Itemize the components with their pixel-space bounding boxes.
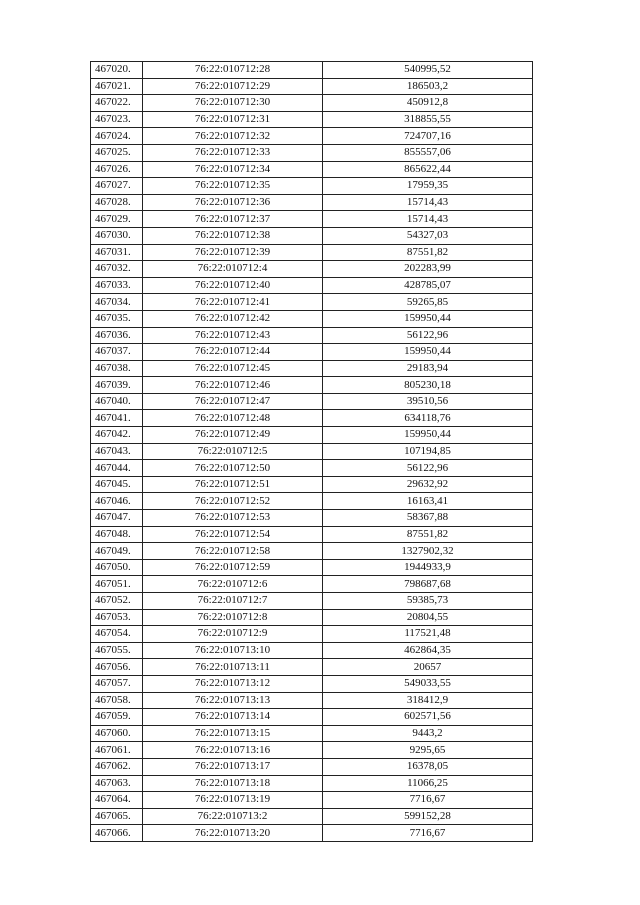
cadastral-number-cell: 76:22:010712:29 <box>143 78 323 95</box>
row-number-cell: 467022. <box>91 95 143 112</box>
row-number-cell: 467026. <box>91 161 143 178</box>
value-cell: 56122,96 <box>323 327 533 344</box>
table-row <box>91 261 533 278</box>
cadastral-number-cell: 76:22:010712:41 <box>143 294 323 311</box>
cadastral-number-cell: 76:22:010712:49 <box>143 427 323 444</box>
table-row <box>91 194 533 211</box>
value-cell: 59385,73 <box>323 593 533 610</box>
table-row <box>91 393 533 410</box>
row-number-cell: 467036. <box>91 327 143 344</box>
value-cell: 318412,9 <box>323 692 533 709</box>
cadastral-number-cell: 76:22:010713:13 <box>143 692 323 709</box>
table-row <box>91 476 533 493</box>
table-row <box>91 792 533 809</box>
value-cell: 20657 <box>323 659 533 676</box>
table-row <box>91 642 533 659</box>
cadastral-number-cell: 76:22:010712:28 <box>143 62 323 79</box>
value-cell: 9443,2 <box>323 725 533 742</box>
table-row <box>91 526 533 543</box>
table-row <box>91 758 533 775</box>
row-number-cell: 467051. <box>91 576 143 593</box>
value-cell: 29183,94 <box>323 360 533 377</box>
value-cell: 9295,65 <box>323 742 533 759</box>
row-number-cell: 467042. <box>91 427 143 444</box>
cadastral-number-cell: 76:22:010712:43 <box>143 327 323 344</box>
cadastral-number-cell: 76:22:010712:6 <box>143 576 323 593</box>
row-number-cell: 467050. <box>91 559 143 576</box>
cadastral-number-cell: 76:22:010713:15 <box>143 725 323 742</box>
cadastral-number-cell: 76:22:010712:31 <box>143 111 323 128</box>
table-row <box>91 775 533 792</box>
row-number-cell: 467020. <box>91 62 143 79</box>
cadastral-number-cell: 76:22:010712:39 <box>143 244 323 261</box>
cadastral-number-cell: 76:22:010712:35 <box>143 178 323 195</box>
table-row <box>91 360 533 377</box>
cadastral-number-cell: 76:22:010712:53 <box>143 510 323 527</box>
row-number-cell: 467044. <box>91 460 143 477</box>
row-number-cell: 467062. <box>91 758 143 775</box>
table-row <box>91 327 533 344</box>
value-cell: 805230,18 <box>323 377 533 394</box>
cadastral-number-cell: 76:22:010712:59 <box>143 559 323 576</box>
row-number-cell: 467027. <box>91 178 143 195</box>
value-cell: 58367,88 <box>323 510 533 527</box>
row-number-cell: 467028. <box>91 194 143 211</box>
row-number-cell: 467039. <box>91 377 143 394</box>
value-cell: 11066,25 <box>323 775 533 792</box>
table-row <box>91 808 533 825</box>
table-row <box>91 510 533 527</box>
cadastral-number-cell: 76:22:010712:58 <box>143 543 323 560</box>
value-cell: 318855,55 <box>323 111 533 128</box>
cadastral-number-cell: 76:22:010712:48 <box>143 410 323 427</box>
cadastral-number-cell: 76:22:010712:8 <box>143 609 323 626</box>
row-number-cell: 467043. <box>91 443 143 460</box>
table-row <box>91 427 533 444</box>
row-number-cell: 467035. <box>91 310 143 327</box>
row-number-cell: 467057. <box>91 675 143 692</box>
table-row <box>91 310 533 327</box>
cadastral-number-cell: 76:22:010712:30 <box>143 95 323 112</box>
table-row <box>91 161 533 178</box>
table-row <box>91 609 533 626</box>
value-cell: 16163,41 <box>323 493 533 510</box>
table-row <box>91 227 533 244</box>
value-cell: 117521,48 <box>323 626 533 643</box>
row-number-cell: 467025. <box>91 144 143 161</box>
table-row <box>91 62 533 79</box>
row-number-cell: 467058. <box>91 692 143 709</box>
row-number-cell: 467031. <box>91 244 143 261</box>
table-row <box>91 344 533 361</box>
cadastral-number-cell: 76:22:010712:51 <box>143 476 323 493</box>
row-number-cell: 467041. <box>91 410 143 427</box>
cadastral-number-cell: 76:22:010713:16 <box>143 742 323 759</box>
value-cell: 107194,85 <box>323 443 533 460</box>
row-number-cell: 467064. <box>91 792 143 809</box>
row-number-cell: 467061. <box>91 742 143 759</box>
row-number-cell: 467056. <box>91 659 143 676</box>
value-cell: 54327,03 <box>323 227 533 244</box>
cadastral-number-cell: 76:22:010712:36 <box>143 194 323 211</box>
cadastral-number-cell: 76:22:010712:42 <box>143 310 323 327</box>
cadastral-number-cell: 76:22:010712:50 <box>143 460 323 477</box>
value-cell: 39510,56 <box>323 393 533 410</box>
table-row <box>91 443 533 460</box>
row-number-cell: 467021. <box>91 78 143 95</box>
value-cell: 462864,35 <box>323 642 533 659</box>
cadastral-number-cell: 76:22:010712:34 <box>143 161 323 178</box>
row-number-cell: 467066. <box>91 825 143 842</box>
table-row <box>91 559 533 576</box>
row-number-cell: 467049. <box>91 543 143 560</box>
cadastral-number-cell: 76:22:010712:37 <box>143 211 323 228</box>
row-number-cell: 467054. <box>91 626 143 643</box>
table-row <box>91 244 533 261</box>
cadastral-number-cell: 76:22:010713:20 <box>143 825 323 842</box>
row-number-cell: 467059. <box>91 709 143 726</box>
cadastral-number-cell: 76:22:010712:9 <box>143 626 323 643</box>
row-number-cell: 467024. <box>91 128 143 145</box>
table-row <box>91 725 533 742</box>
table-row <box>91 178 533 195</box>
value-cell: 59265,85 <box>323 294 533 311</box>
value-cell: 1944933,9 <box>323 559 533 576</box>
value-cell: 87551,82 <box>323 244 533 261</box>
table-row <box>91 377 533 394</box>
cadastral-number-cell: 76:22:010712:7 <box>143 593 323 610</box>
row-number-cell: 467060. <box>91 725 143 742</box>
row-number-cell: 467048. <box>91 526 143 543</box>
value-cell: 798687,68 <box>323 576 533 593</box>
cadastral-number-cell: 76:22:010712:40 <box>143 277 323 294</box>
table-row <box>91 675 533 692</box>
row-number-cell: 467052. <box>91 593 143 610</box>
cadastral-number-cell: 76:22:010713:11 <box>143 659 323 676</box>
cadastral-number-cell: 76:22:010712:38 <box>143 227 323 244</box>
table-row <box>91 128 533 145</box>
row-number-cell: 467063. <box>91 775 143 792</box>
cadastral-value-table <box>90 61 533 842</box>
table-row <box>91 95 533 112</box>
row-number-cell: 467030. <box>91 227 143 244</box>
value-cell: 15714,43 <box>323 211 533 228</box>
value-cell: 159950,44 <box>323 344 533 361</box>
value-cell: 29632,92 <box>323 476 533 493</box>
cadastral-number-cell: 76:22:010713:18 <box>143 775 323 792</box>
value-cell: 1327902,32 <box>323 543 533 560</box>
cadastral-number-cell: 76:22:010713:17 <box>143 758 323 775</box>
cadastral-number-cell: 76:22:010713:19 <box>143 792 323 809</box>
value-cell: 634118,76 <box>323 410 533 427</box>
table-row <box>91 294 533 311</box>
value-cell: 7716,67 <box>323 792 533 809</box>
cadastral-number-cell: 76:22:010712:54 <box>143 526 323 543</box>
row-number-cell: 467034. <box>91 294 143 311</box>
table-row <box>91 277 533 294</box>
value-cell: 540995,52 <box>323 62 533 79</box>
table-row <box>91 144 533 161</box>
row-number-cell: 467038. <box>91 360 143 377</box>
table-row <box>91 410 533 427</box>
table-row <box>91 576 533 593</box>
cadastral-number-cell: 76:22:010712:4 <box>143 261 323 278</box>
value-cell: 159950,44 <box>323 427 533 444</box>
row-number-cell: 467033. <box>91 277 143 294</box>
row-number-cell: 467046. <box>91 493 143 510</box>
row-number-cell: 467023. <box>91 111 143 128</box>
cadastral-number-cell: 76:22:010712:5 <box>143 443 323 460</box>
cadastral-number-cell: 76:22:010713:2 <box>143 808 323 825</box>
value-cell: 724707,16 <box>323 128 533 145</box>
value-cell: 865622,44 <box>323 161 533 178</box>
row-number-cell: 467065. <box>91 808 143 825</box>
table-row <box>91 742 533 759</box>
cadastral-number-cell: 76:22:010712:47 <box>143 393 323 410</box>
value-cell: 202283,99 <box>323 261 533 278</box>
table-row <box>91 593 533 610</box>
row-number-cell: 467045. <box>91 476 143 493</box>
value-cell: 549033,55 <box>323 675 533 692</box>
table-row <box>91 493 533 510</box>
table-row <box>91 111 533 128</box>
table-row <box>91 692 533 709</box>
cadastral-number-cell: 76:22:010712:52 <box>143 493 323 510</box>
value-cell: 159950,44 <box>323 310 533 327</box>
table-row <box>91 78 533 95</box>
value-cell: 16378,05 <box>323 758 533 775</box>
row-number-cell: 467053. <box>91 609 143 626</box>
table-row <box>91 825 533 842</box>
table-row <box>91 659 533 676</box>
value-cell: 20804,55 <box>323 609 533 626</box>
cadastral-number-cell: 76:22:010713:14 <box>143 709 323 726</box>
value-cell: 855557,06 <box>323 144 533 161</box>
cadastral-number-cell: 76:22:010712:44 <box>143 344 323 361</box>
cadastral-number-cell: 76:22:010712:32 <box>143 128 323 145</box>
row-number-cell: 467029. <box>91 211 143 228</box>
cadastral-number-cell: 76:22:010712:46 <box>143 377 323 394</box>
row-number-cell: 467037. <box>91 344 143 361</box>
table-row <box>91 211 533 228</box>
row-number-cell: 467047. <box>91 510 143 527</box>
row-number-cell: 467040. <box>91 393 143 410</box>
table-row <box>91 460 533 477</box>
value-cell: 186503,2 <box>323 78 533 95</box>
table-body <box>91 62 533 842</box>
value-cell: 56122,96 <box>323 460 533 477</box>
value-cell: 7716,67 <box>323 825 533 842</box>
cadastral-number-cell: 76:22:010713:10 <box>143 642 323 659</box>
table-row <box>91 543 533 560</box>
cadastral-number-cell: 76:22:010712:45 <box>143 360 323 377</box>
value-cell: 87551,82 <box>323 526 533 543</box>
cadastral-number-cell: 76:22:010712:33 <box>143 144 323 161</box>
value-cell: 450912,8 <box>323 95 533 112</box>
value-cell: 15714,43 <box>323 194 533 211</box>
row-number-cell: 467055. <box>91 642 143 659</box>
value-cell: 428785,07 <box>323 277 533 294</box>
value-cell: 602571,56 <box>323 709 533 726</box>
table-row <box>91 626 533 643</box>
value-cell: 599152,28 <box>323 808 533 825</box>
value-cell: 17959,35 <box>323 178 533 195</box>
table-row <box>91 709 533 726</box>
row-number-cell: 467032. <box>91 261 143 278</box>
cadastral-number-cell: 76:22:010713:12 <box>143 675 323 692</box>
